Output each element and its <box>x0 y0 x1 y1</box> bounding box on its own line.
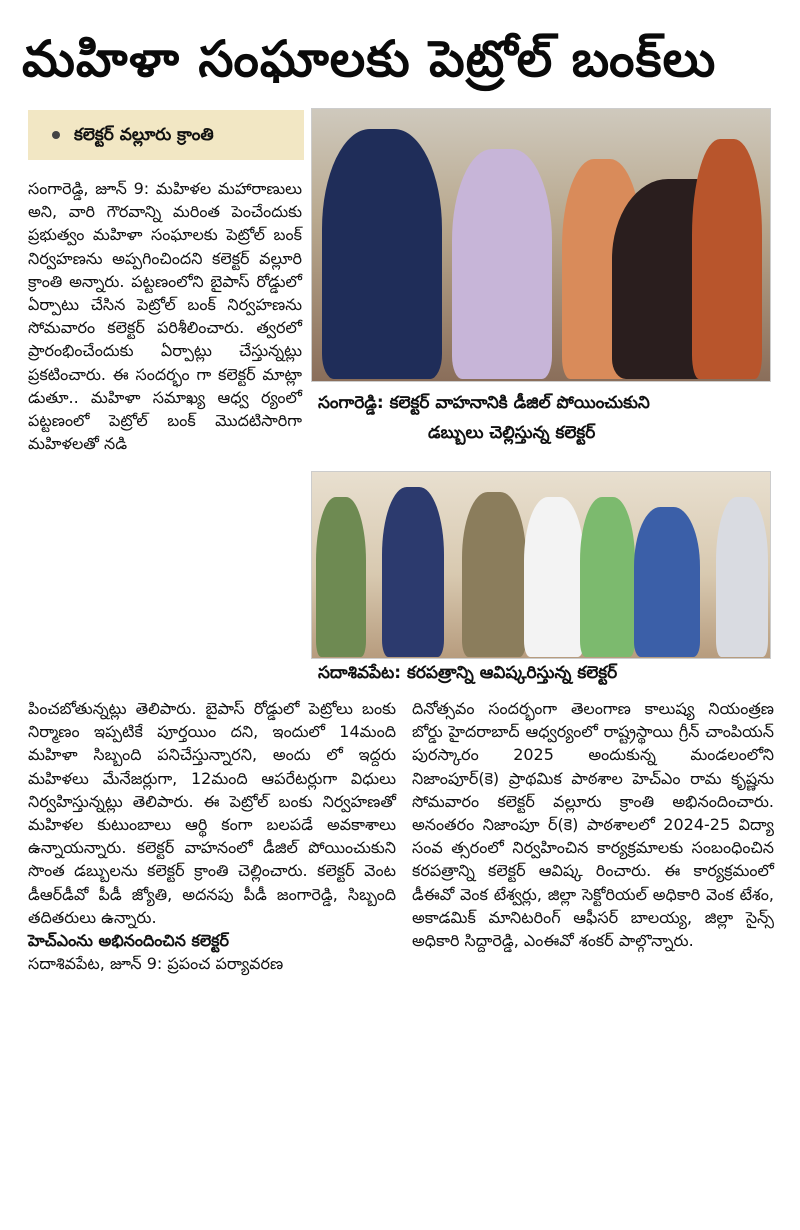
person-figure <box>634 507 700 657</box>
paragraph: సంగారెడ్డి, జూన్ 9: మహిళల మహారాణులు అని, వారి గౌరవాన్ని మరింత పెంచేందుకు ప్రభుత్వం మహిళా సంఘాలకు పెట్రోల్ బంక్ నిర్వహణను అప్పగించిందని కలెక్టర్ వల్లూరి క్రాంతి అన్నారు. పట్టణంలోని బైపాస్ రోడ్డులో ఏర్పాటు చేసిన పెట్రోల్ బంక్ నిర్వహణను సోమవారం కలెక్టర్ పరిశీలించారు. త్వరలో ప్రారంభించేందుకు ఏర్పాట్లు చేస్తున్నట్లు ప్రకటించారు. ఈ సందర్భం గా కలెక్టర్ మాట్లా డుతూ.. మహిళా సమాఖ్య ఆధ్వ ర్యంలో పట్టణంలో పెట్రోల్ బంక్ మొదటిసారిగా మహిళలతో నడి <box>28 179 302 454</box>
paragraph: సదాశివపేట, జూన్ 9: ప్రపంచ పర్యావరణ <box>28 954 284 974</box>
person-figure <box>382 487 444 657</box>
photo-pamphlet-release <box>311 471 771 659</box>
photo-caption-2: సదాశివపేట: కరపత్రాన్ని ఆవిష్కరిస్తున్న కలెక్టర్ <box>318 663 618 683</box>
bullet-icon <box>52 131 60 139</box>
byline <box>28 110 304 160</box>
article-column-1-bottom <box>28 697 396 975</box>
person-figure <box>692 139 762 379</box>
article-column-2 <box>412 697 774 952</box>
person-figure <box>524 497 584 657</box>
person-figure <box>716 497 768 657</box>
person-figure <box>580 497 635 657</box>
person-figure <box>452 149 552 379</box>
subheading: హెచ్‌ఎంను అభినందించిన కలెక్టర్ <box>28 931 229 951</box>
article-column-1-top <box>28 177 302 455</box>
caption-line: సంగారెడ్డి: కలెక్టర్ వాహనానికి డీజిల్ పోయించుకుని <box>318 393 650 413</box>
photo-petrol-bunk <box>311 108 771 382</box>
paragraph: పించబోతున్నట్లు తెలిపారు. బైపాస్ రోడ్డులో పెట్రోలు బంకు నిర్మాణం ఇప్పటికే పూర్తయిం దని, ఇందులో 14మంది మహిళా సిబ్బంది పనిచేస్తున్నారని, అందు లో ఇద్దరు మహిళలు మేనేజర్లుగా, 12మంది ఆపరేటర్లుగా విధులు నిర్వహిస్తున్నట్లు తెలిపారు. ఈ పెట్రోల్ బంకు నిర్వహణతో మహిళల కుటుంబాలు ఆర్థి కంగా బలపడే అవకాశాలు ఉన్నాయన్నారు. కలెక్టర్ వాహనంలో డీజిల్ పోయించుకుని సొంత డబ్బులను కలెక్టర్ క్రాంతి చెల్లించారు. కలెక్టర్ వెంట డీఆర్‌డీవో పీడీ జ్యోతి, అదనపు పీడీ జంగారెడ్డి, సిబ్బంది తదితరులు ఉన్నారు. <box>28 699 396 927</box>
headline: మహిళా సంఘాలకు పెట్రోల్ బంక్‌లు <box>22 30 717 88</box>
paragraph: దినోత్సవం సందర్భంగా తెలంగాణ కాలుష్య నియంత్రణ బోర్డు హైదరాబాద్ ఆధ్వర్యంలో రాష్ట్రస్థాయి గ్రీన్ చాంపియన్ పురస్కారం 2025 అందుకున్న మండలంలోని నిజాంపూర్(కె) ప్రాథమిక పాఠశాల హెచ్‌ఎం రామ కృష్ణను సోమవారం కలెక్టర్ వల్లూరు క్రాంతి అభినందించారు. అనంతరం నిజాంపూ ర్(కె) పాఠశాలలో 2024-25 విద్యా సంవ త్సరంలో నిర్వహించిన కార్యక్రమాలకు సంబంధించిన కరపత్రాన్ని కలెక్టర్ ఆవిష్క రించారు. ఈ కార్యక్రమంలో డీఈవో వెంక టేశ్వర్లు, జిల్లా సెక్టోరియల్ అధికారి వెంక టేశం, అకాడమిక్ మానిటరింగ్ ఆఫీసర్ బాలయ్య, జిల్లా సైన్స్ అధికారి సిద్దారెడ్డి, ఎంఈవో శంకర్ పాల్గొన్నారు. <box>412 699 774 951</box>
byline-text: కలెక్టర్ వల్లూరు క్రాంతి <box>74 125 214 145</box>
person-figure <box>322 129 442 379</box>
photo-caption-1 <box>318 388 768 448</box>
person-figure <box>316 497 366 657</box>
person-figure <box>462 492 526 657</box>
caption-line: డబ్బులు చెల్లిస్తున్న కలెక్టర్ <box>428 423 596 443</box>
